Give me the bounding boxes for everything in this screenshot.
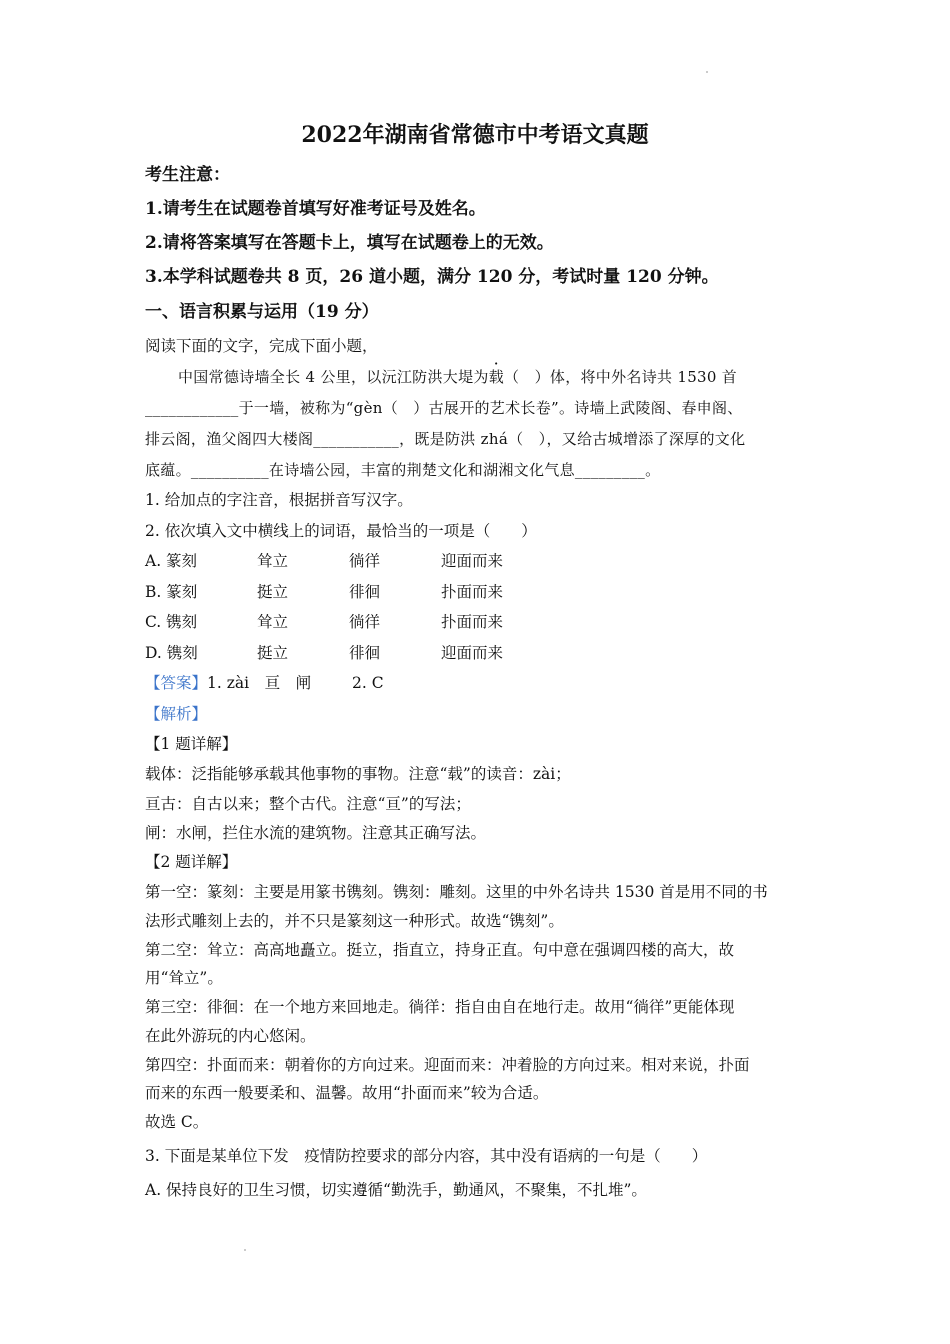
detail-1-line: 亘古：自古以来；整个古代。注意“亘”的写法； bbox=[145, 795, 471, 813]
detail-1-heading: 【1 题详解】 bbox=[145, 735, 238, 753]
detail-2-line: 第二空：耸立：高高地矗立。挺立，指直立，持身正直。句中意在强调四楼的高大，故 bbox=[145, 941, 735, 959]
option-word: 迎面而来 bbox=[441, 552, 504, 570]
notice-item-1: 1.请考生在试题卷首填写好准考证号及姓名。 bbox=[145, 199, 486, 219]
detail-2-line: 第四空：扑面而来：朝着你的方向过来。迎面而来：冲着脸的方向过来。相对来说，扑面 bbox=[145, 1056, 750, 1074]
notice-heading: 考生注意： bbox=[145, 165, 230, 185]
detail-2-heading: 【2 题详解】 bbox=[145, 853, 238, 871]
question-1: 1. 给加点的字注音，根据拼音写汉字。 bbox=[145, 491, 413, 509]
passage-text: （ ）体，将中外名诗共 1530 首 bbox=[504, 368, 738, 386]
passage-text: 中国常德诗墙全长 4 公里，以沅江防洪大堤为 bbox=[178, 368, 489, 386]
option-label: A. 篆刻 bbox=[145, 552, 198, 570]
option-label: B. 篆刻 bbox=[145, 583, 198, 601]
option-word: 迎面而来 bbox=[441, 644, 504, 662]
passage-line-2: ____________于一墙，被称为“gèn（ ）古展开的艺术长卷”。诗墙上武陵阁、春申阁、 bbox=[145, 399, 743, 417]
answer-text: 2. C bbox=[352, 674, 384, 692]
option-word: 挺立 bbox=[257, 644, 289, 662]
detail-1-line: 闸：水闸，拦住水流的建筑物。注意其正确写法。 bbox=[145, 824, 487, 842]
dotted-char: 载 bbox=[488, 368, 504, 386]
section-heading: 一、语言积累与运用（19 分） bbox=[145, 302, 379, 322]
detail-2-line: 用“耸立”。 bbox=[145, 969, 223, 987]
question-2: 2. 依次填入文中横线上的词语，最恰当的一项是（ ） bbox=[145, 522, 537, 540]
answer-text: 1. zài 亘 闸 bbox=[207, 674, 312, 692]
scan-speck bbox=[244, 1249, 246, 1251]
option-d bbox=[145, 643, 503, 663]
page-title: 2022年湖南省常德市中考语文真题 bbox=[301, 122, 649, 148]
notice-item-2: 2.请将答案填写在答题卡上，填写在试题卷上的无效。 bbox=[145, 233, 554, 253]
option-word: 耸立 bbox=[257, 613, 289, 631]
detail-2-line: 第一空：篆刻：主要是用篆书镌刻。镌刻：雕刻。这里的中外名诗共 1530 首是用不同的书 bbox=[145, 883, 768, 901]
passage-line-3: 排云阁，渔父阁四大楼阁___________，既是防洪 zhá（ ），又给古城增添了深厚的文化 bbox=[145, 430, 746, 448]
option-word: 徘徊 bbox=[349, 583, 381, 601]
question-3-option-a: A. 保持良好的卫生习惯，切实遵循“勤洗手，勤通风，不聚集，不扎堆”。 bbox=[145, 1181, 647, 1199]
answer-tag: 【答案】 bbox=[145, 674, 208, 692]
analysis-tag: 【解析】 bbox=[145, 705, 208, 723]
notice-item-3: 3.本学科试题卷共 8 页，26 道小题，满分 120 分，考试时量 120 分钟。 bbox=[145, 267, 719, 287]
option-word: 徜徉 bbox=[349, 613, 381, 631]
option-c bbox=[145, 612, 503, 632]
option-b bbox=[145, 582, 503, 602]
detail-1-line: 载体：泛指能够承载其他事物的事物。注意“载”的读音：zài； bbox=[145, 765, 571, 783]
option-a bbox=[145, 551, 503, 571]
detail-2-line: 第三空：徘徊：在一个地方来回地走。徜徉：指自由自在地行走。故用“徜徉”更能体现 bbox=[145, 998, 735, 1016]
detail-2-line: 法形式雕刻上去的，并不只是篆刻这一种形式。故选“镌刻”。 bbox=[145, 912, 564, 930]
detail-2-line: 在此外游玩的内心悠闲。 bbox=[145, 1027, 316, 1045]
detail-2-line: 而来的东西一般要柔和、温馨。故用“扑面而来”较为合适。 bbox=[145, 1084, 549, 1102]
scan-speck bbox=[706, 71, 708, 73]
answer-line bbox=[145, 673, 384, 693]
option-label: C. 镌刻 bbox=[145, 613, 198, 631]
reading-intro: 阅读下面的文字，完成下面小题， bbox=[145, 337, 378, 355]
option-word: 徜徉 bbox=[349, 552, 381, 570]
option-word: 扑面而来 bbox=[441, 583, 504, 601]
option-word: 徘徊 bbox=[349, 644, 381, 662]
option-word: 扑面而来 bbox=[441, 613, 504, 631]
option-word: 挺立 bbox=[257, 583, 289, 601]
passage-line-1 bbox=[178, 367, 737, 387]
passage-line-4: 底蕴。__________在诗墙公园，丰富的荆楚文化和湖湘文化气息_________。 bbox=[145, 461, 661, 479]
detail-2-line: 故选 C。 bbox=[145, 1113, 209, 1131]
question-3: 3. 下面是某单位下发 疫情防控要求的部分内容，其中没有语病的一句是（ ） bbox=[145, 1147, 708, 1165]
option-word: 耸立 bbox=[257, 552, 289, 570]
option-label: D. 镌刻 bbox=[145, 644, 198, 662]
